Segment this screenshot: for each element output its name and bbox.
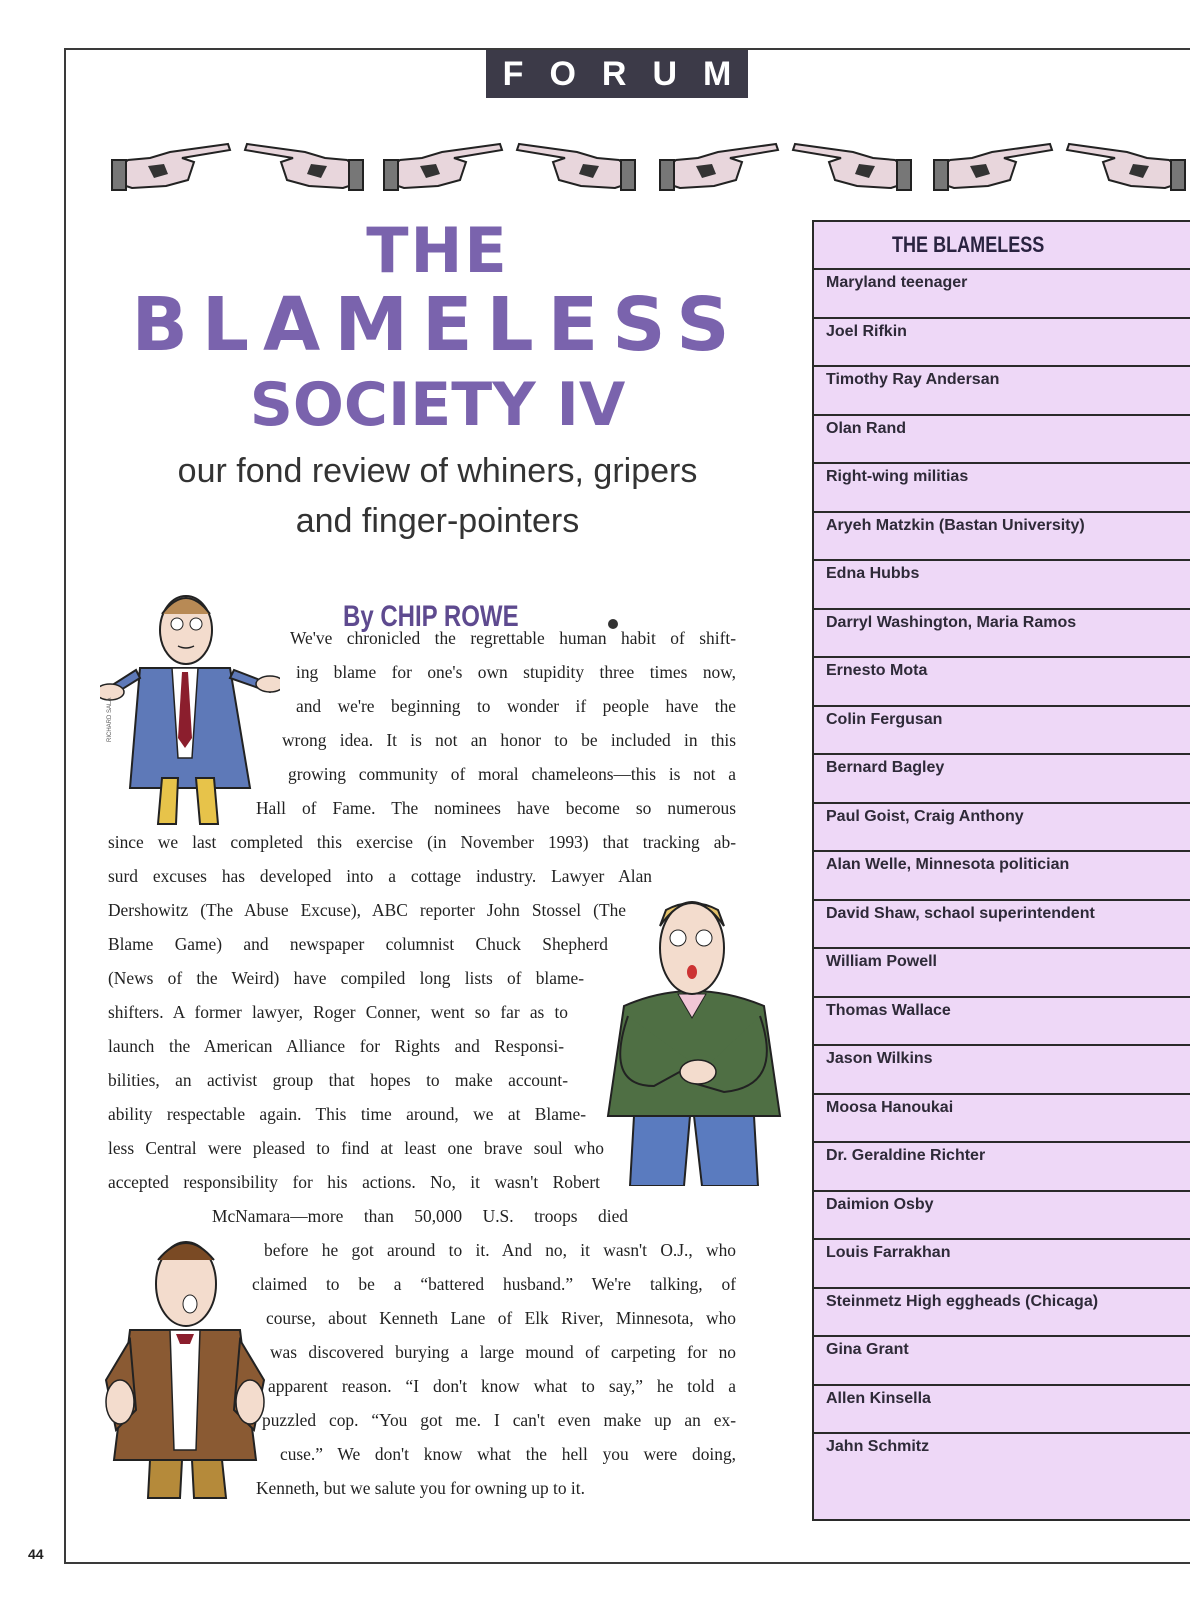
sidebar-header-label: THE BLAMELESS [892, 232, 1045, 257]
section-banner [486, 50, 758, 98]
article-line: shifters. A former lawyer, Roger Conner, went so far as to [108, 1002, 568, 1022]
sidebar-list-item: Steinmetz High eggheads (Chicaga) [814, 1289, 1190, 1338]
article-line: Blame Game) and newspaper columnist Chuck Shepherd [108, 934, 608, 954]
page-frame-left-rule [64, 48, 66, 1562]
sidebar-list-item: David Shaw, schaol superintendent [814, 901, 1190, 950]
sidebar-list-item: Right-wing militias [814, 464, 1190, 513]
subtitle-line-2: and finger-pointers [295, 502, 580, 540]
sidebar-list-item: Aryeh Matzkin (Bastan University) [814, 513, 1190, 562]
sidebar-list-item: Bernard Bagley [814, 755, 1190, 804]
page-number: 44 [28, 1546, 44, 1562]
sidebar-list-item: Maryland teenager [814, 270, 1190, 319]
sidebar-list-item: Timothy Ray Andersan [814, 367, 1190, 416]
pointing-hand-icon [658, 130, 788, 196]
section-banner-label: FORUM [502, 54, 758, 93]
pointing-hand-icon [235, 130, 365, 196]
sidebar-list-item: Joel Rifkin [814, 319, 1190, 368]
article-line: launch the American Alliance for Rights and Responsi- [108, 1036, 564, 1056]
article-line: We've chronicled the regrettable human habit of shift- [290, 628, 736, 648]
pointing-hand-icon [382, 130, 512, 196]
article-line: puzzled cop. “You got me. I can't even make up an ex- [262, 1410, 736, 1430]
sidebar-list-item: Edna Hubbs [814, 561, 1190, 610]
headline-line-2: BLAMELESS [131, 282, 744, 368]
sidebar-list-item: Alan Welle, Minnesota politician [814, 852, 1190, 901]
headline-line-1: THE [366, 214, 509, 287]
article-line: bilities, an activist group that hopes to make account- [108, 1070, 568, 1090]
article-line: wrong idea. It is not an honor to be included in this [282, 730, 736, 750]
sidebar-header [814, 222, 1190, 270]
page-frame-bottom-rule [64, 1562, 1190, 1564]
pointing-hand-icon [507, 130, 637, 196]
article-line: course, about Kenneth Lane of Elk River, Minnesota, who [266, 1308, 736, 1328]
pointing-hand-icon [110, 130, 240, 196]
sidebar-list-item: Colin Fergusan [814, 707, 1190, 756]
article-line: before he got around to it. And no, it wasn't O.J., who [264, 1240, 736, 1260]
self-pointing-man-illustration [594, 886, 790, 1186]
article-line: growing community of moral chameleons—this is not a [288, 764, 736, 784]
blameless-sidebar [812, 220, 1190, 1521]
article-line: cuse.” We don't know what the hell you were doing, [280, 1444, 736, 1464]
sidebar-list-item: Louis Farrakhan [814, 1240, 1190, 1289]
pointing-hand-icon [932, 130, 1062, 196]
sidebar-list-item: Allen Kinsella [814, 1386, 1190, 1435]
illustration-credit: RICHARD SALA [107, 697, 113, 742]
sidebar-list-item: Darryl Washington, Maria Ramos [814, 610, 1190, 659]
article-line: ing blame for one's own stupidity three times now, [296, 662, 736, 682]
subtitle-line-1: our fond review of whiners, gripers [177, 452, 698, 490]
article-line: (News of the Weird) have compiled long lists of blame- [108, 968, 584, 988]
article-line: surd excuses has developed into a cottage industry. Lawyer Alan [108, 866, 652, 886]
sidebar-list-item: Moosa Hanoukai [814, 1095, 1190, 1144]
article-line: Hall of Fame. The nominees have become so numerous [256, 798, 736, 818]
article-line: Dershowitz (The Abuse Excuse), ABC reporter John Stossel (The [108, 900, 626, 920]
pointing-hands-row [110, 130, 1190, 200]
sidebar-list-item: Olan Rand [814, 416, 1190, 465]
article-line: and we're beginning to wonder if people have the [296, 696, 736, 716]
article-line: ability respectable again. This time around, we at Blame- [108, 1104, 586, 1124]
sidebar-list-item: Dr. Geraldine Richter [814, 1143, 1190, 1192]
article-line: apparent reason. “I don't know what to say,” he told a [268, 1376, 736, 1396]
subtitle [110, 446, 765, 546]
sidebar-list-item: Daimion Osby [814, 1192, 1190, 1241]
sidebar-list-item: Jahn Schmitz [826, 1438, 930, 1455]
sidebar-list-item: William Powell [814, 949, 1190, 998]
article-line: Kenneth, but we salute you for owning up to it. [256, 1478, 585, 1498]
shrugging-man-illustration [100, 588, 280, 828]
sidebar-list-item: Paul Goist, Craig Anthony [814, 804, 1190, 853]
article-line: claimed to be a “battered husband.” We're talking, of [252, 1274, 736, 1294]
nervous-man-illustration [100, 1230, 270, 1500]
article-line: was discovered burying a large mound of carpeting for no [270, 1342, 736, 1362]
article-line: McNamara—more than 50,000 U.S. troops died [212, 1206, 628, 1226]
pointing-hand-icon [1057, 130, 1187, 196]
sidebar-list-item: Thomas Wallace [814, 998, 1190, 1047]
sidebar-list-item: Gina Grant [814, 1337, 1190, 1386]
pointing-hand-icon [783, 130, 913, 196]
headline-line-3: SOCIETY IV [249, 370, 626, 440]
article-line: accepted responsibility for his actions. No, it wasn't Robert [108, 1172, 600, 1192]
sidebar-list-item: Ernesto Mota [814, 658, 1190, 707]
sidebar-list-item: Jason Wilkins [814, 1046, 1190, 1095]
article-line: less Central were pleased to find at least one brave soul who [108, 1138, 604, 1158]
byline: By CHIP ROWE [343, 600, 519, 633]
article-line: since we last completed this exercise (in November 1993) that tracking ab- [108, 832, 736, 852]
